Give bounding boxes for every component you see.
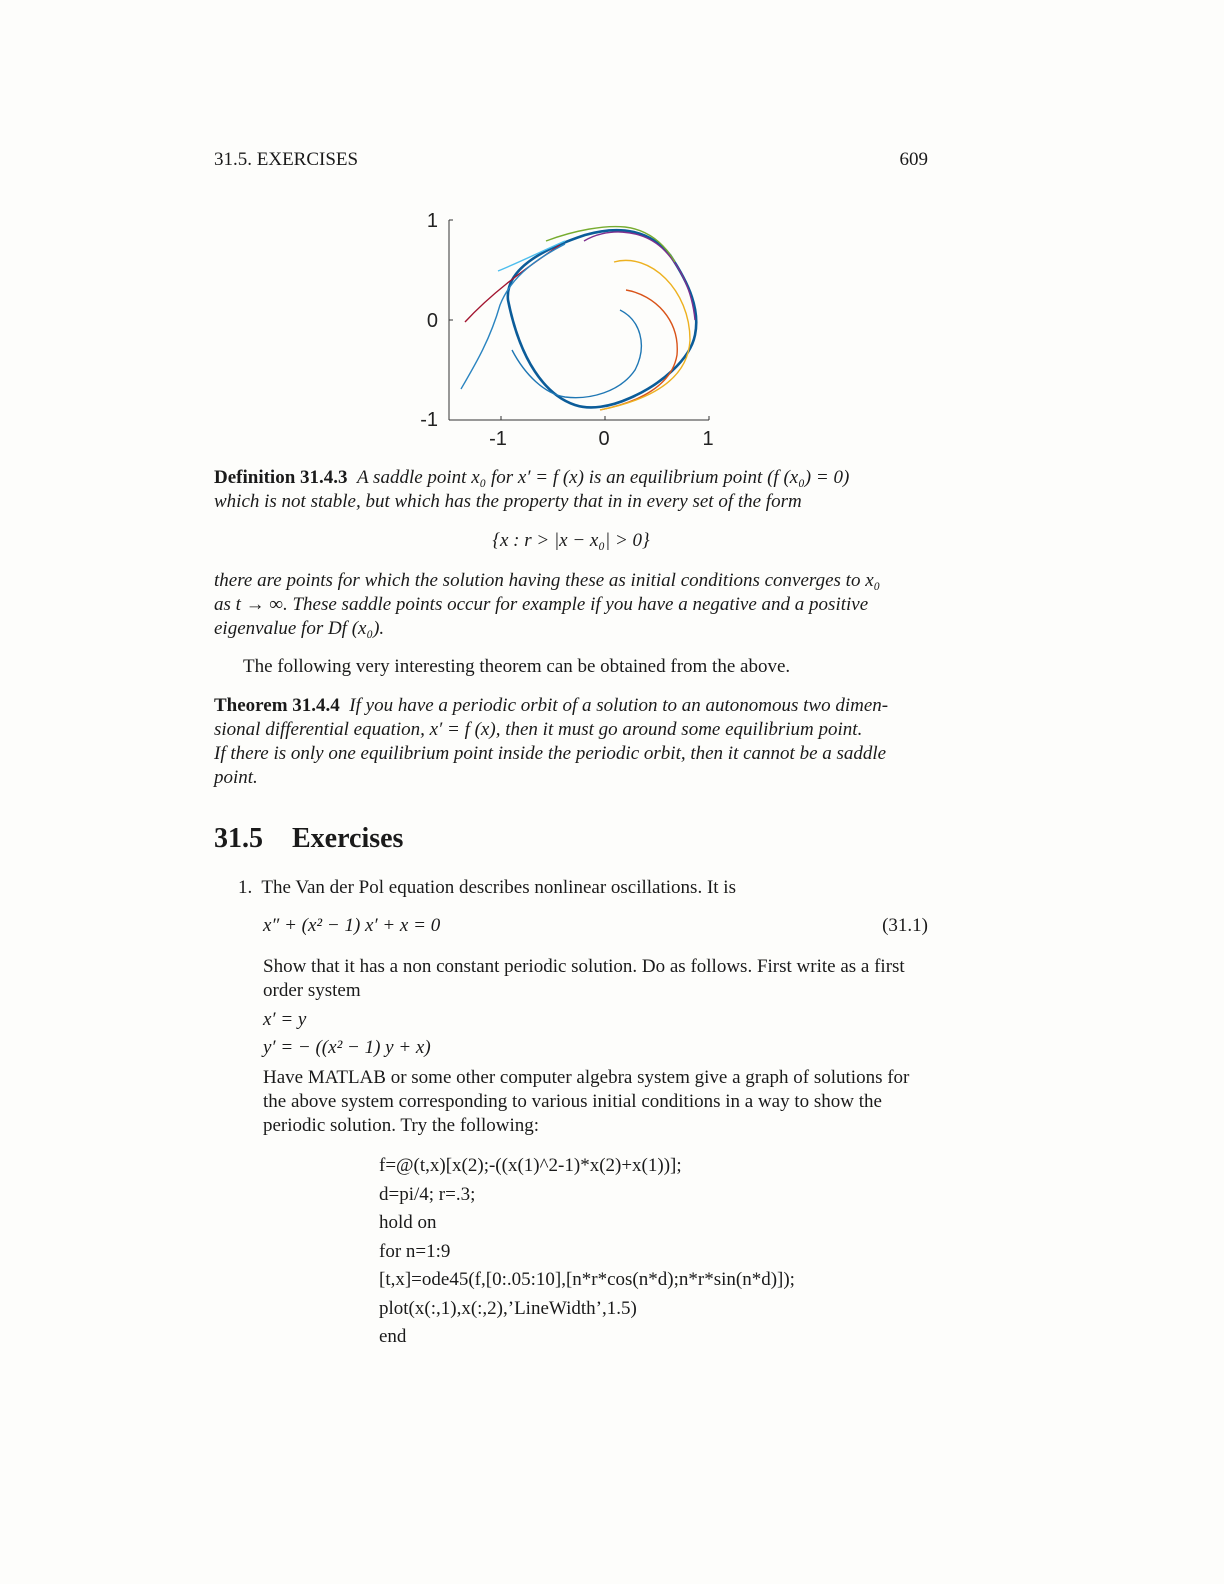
theorem-line1: If you have a periodic orbit of a solution to an autonomous two dimen- xyxy=(349,695,889,716)
show-line2: order system xyxy=(263,980,361,1001)
exercise-1-intro xyxy=(238,876,928,900)
matlab-line1: Have MATLAB or some other computer algebra system give a graph of solutions for xyxy=(263,1067,910,1088)
page-number: 609 xyxy=(899,149,928,170)
definition-line1: A saddle point x₀ for x′ = f (x) is an equilibrium point (f (x₀) = 0) xyxy=(357,467,850,488)
definition-cont2: as t → ∞. These saddle points occur for example if you have a negative and a positive xyxy=(214,594,869,615)
xtick-neg1: -1 xyxy=(489,428,507,450)
phase-portrait-chart xyxy=(415,205,725,455)
trajectory-n3 xyxy=(600,260,690,410)
running-head xyxy=(214,149,928,171)
theorem-line3: If there is only one equilibrium point inside the periodic orbit, then it cannot be a saddle xyxy=(214,743,887,764)
definition-cont1: there are points for which the solution having these as initial conditions converges to x₀ xyxy=(214,570,881,591)
matlab-line2: the above system corresponding to various initial conditions in a way to show the xyxy=(263,1091,882,1112)
phase-portrait-figure xyxy=(415,205,725,455)
van-der-pol-equation xyxy=(263,914,928,938)
show-line1: Show that it has a non constant periodic solution. Do as follows. First write as a first xyxy=(263,956,905,977)
code-line: d=pi/4; r=.3; xyxy=(379,1183,476,1205)
section-heading xyxy=(214,823,403,855)
theorem-block xyxy=(214,694,928,790)
equation-text: x″ + (x² − 1) x′ + x = 0 xyxy=(263,915,441,936)
exercise-intro-text: The Van der Pol equation describes nonlinear oscillations. It is xyxy=(261,877,736,898)
trajectories xyxy=(461,227,696,410)
ytick-1: 1 xyxy=(426,210,438,232)
trajectory-n6 xyxy=(498,241,565,271)
code-line: hold on xyxy=(379,1212,437,1233)
tick-labels xyxy=(420,210,713,450)
ytick-neg1: -1 xyxy=(420,409,438,431)
xtick-1: 1 xyxy=(702,428,714,450)
limit-cycle xyxy=(508,230,696,407)
definition-continuation xyxy=(214,569,928,641)
theorem-line4: point. xyxy=(214,767,258,788)
definition-cont3: eigenvalue for Df (x₀). xyxy=(214,618,385,639)
show-paragraph xyxy=(263,955,928,1003)
code-line: [t,x]=ode45(f,[0:.05:10],[n*r*cos(n*d);n*r*sin(n*d)]); xyxy=(379,1269,795,1290)
section-number: 31.5 xyxy=(214,823,263,854)
set-expression: {x : r > |x − x₀| > 0} xyxy=(492,530,650,551)
xtick-0: 0 xyxy=(598,428,610,450)
definition-block xyxy=(214,466,928,514)
code-line: f=@(t,x)[x(2);-((x(1)^2-1)*x(2)+x(1))]; xyxy=(379,1155,682,1176)
trajectory-n1 xyxy=(512,310,641,398)
theorem-line2: sional differential equation, x′ = f (x), then it must go around some equilibrium point. xyxy=(214,719,863,740)
equation-number: (31.1) xyxy=(882,915,928,936)
list-marker: 1. xyxy=(238,877,253,898)
code-line: for n=1:9 xyxy=(379,1240,451,1262)
transition-paragraph: The following very interesting theorem can be obtained from the above. xyxy=(243,656,791,677)
saddle-set-formula xyxy=(214,529,928,553)
definition-label: Definition 31.4.3 xyxy=(214,467,348,488)
system-line2: y′ = − ((x² − 1) y + x) xyxy=(263,1037,431,1058)
system-line1: x′ = y xyxy=(263,1009,307,1030)
section-title: Exercises xyxy=(292,823,404,854)
trajectory-n4 xyxy=(584,232,695,320)
code-line: end xyxy=(379,1326,407,1347)
trajectory-n2 xyxy=(600,290,677,410)
code-line: plot(x(:,1),x(:,2),’LineWidth’,1.5) xyxy=(379,1297,637,1319)
matlab-paragraph xyxy=(263,1066,928,1138)
definition-line2: which is not stable, but which has the property that in in every set of the form xyxy=(214,491,802,512)
first-order-system xyxy=(263,1006,928,1062)
ytick-0: 0 xyxy=(426,310,438,332)
matlab-line3: periodic solution. Try the following: xyxy=(263,1115,540,1136)
theorem-label: Theorem 31.4.4 xyxy=(214,695,340,716)
matlab-code-block xyxy=(379,1152,795,1352)
running-head-section: 31.5. EXERCISES xyxy=(214,149,359,170)
